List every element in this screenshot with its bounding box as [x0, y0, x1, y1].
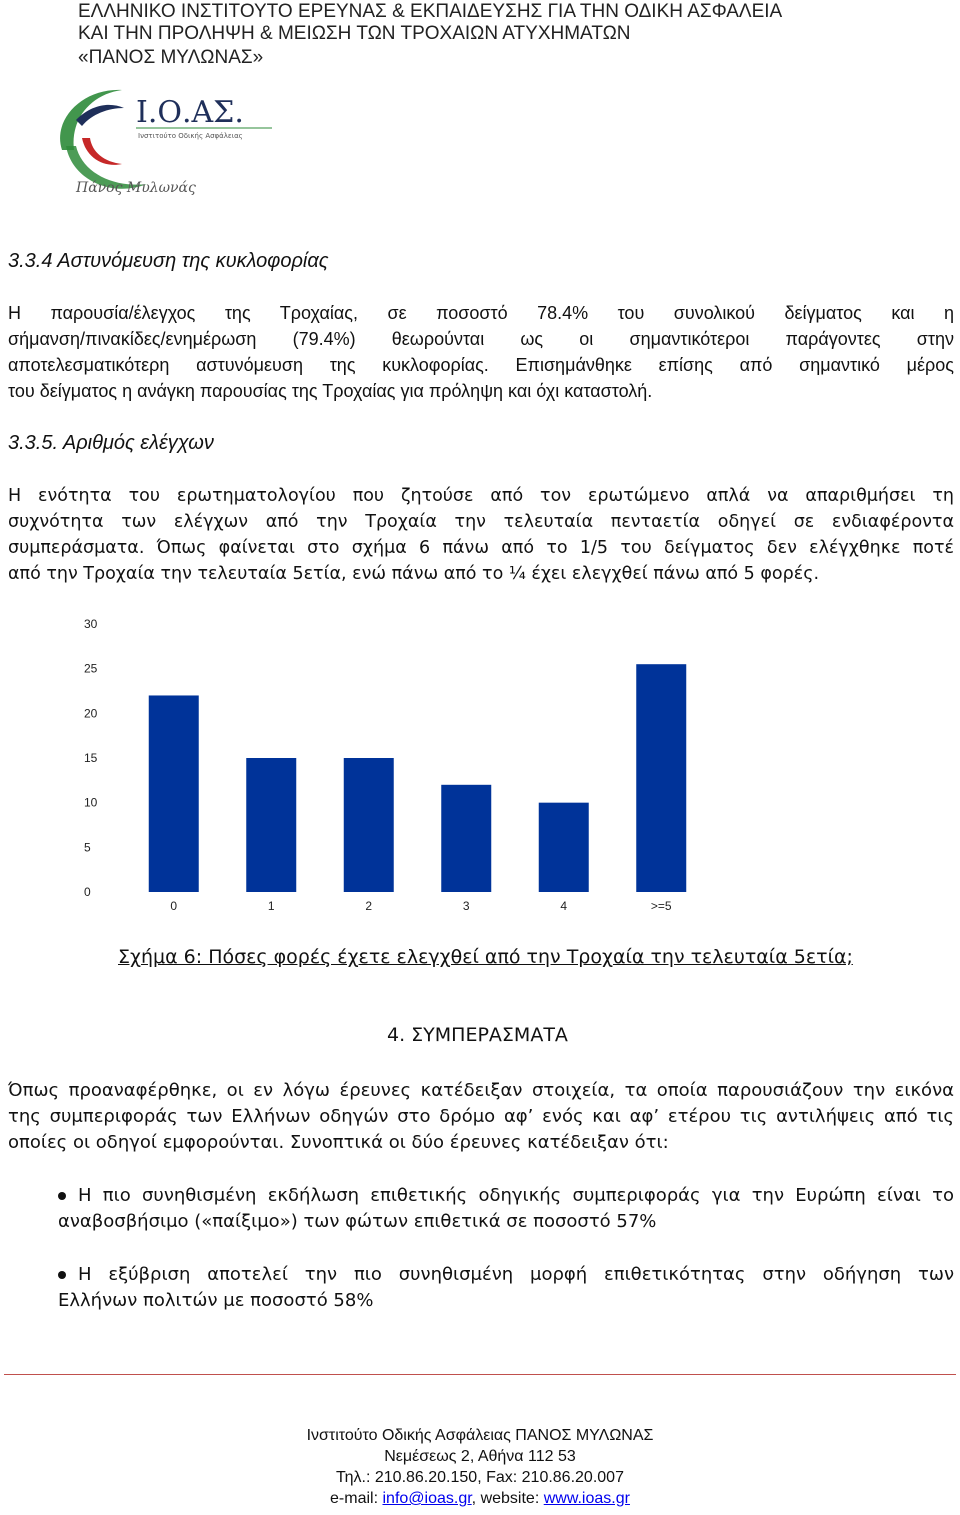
bullet-dot-icon: [58, 1192, 66, 1200]
x-tick-label: 2: [365, 899, 373, 913]
paragraph-line: Η ενότητα του ερωτηματολογίου που ζητούσε από τον ερωτώμενο απλά να απαριθμήσει τη: [8, 486, 954, 506]
ioas-logo: [52, 80, 282, 210]
y-tick-label: 15: [84, 751, 98, 765]
footer-website-label: , website:: [471, 1490, 544, 1507]
logo-title: Ι.Ο.ΑΣ.: [136, 95, 244, 130]
letterhead-line-2: ΚΑΙ ΤΗΝ ΠΡΟΛΗΨΗ & ΜΕΙΩΣΗ ΤΩΝ ΤΡΟΧΑΙΩΝ ΑΤΥΧΗΜΑΤΩΝ: [78, 23, 631, 44]
footer-email-label: e-mail:: [330, 1490, 383, 1507]
footer-address: Νεμέσεως 2, Αθήνα 112 53: [384, 1448, 576, 1465]
paragraph-line: συχνότητα των ελέγχων από την Τροχαία την τελευταία πενταετία οδηγεί σε ενδιαφέροντα: [8, 512, 954, 532]
footer-divider: [4, 1374, 956, 1375]
logo-graphic: [52, 80, 282, 210]
paragraph-line: του δείγματος η ανάγκη παρουσίας της Τροχαίας για πρόληψη και όχι καταστολή.: [8, 381, 653, 401]
bar-chart-svg: [80, 612, 720, 922]
x-tick-label: 4: [560, 899, 568, 913]
paragraph-line: της συμπεριφοράς των Ελλήνων οδηγών στο δρόμο αφ’ ενός και αφ’ ετέρου τις αντιλήψεις από τις: [8, 1106, 954, 1127]
bullet-line: αναβοσβήσιμο («παίξιμο») των φώτων επιθετικά σε ποσοστό 57%: [58, 1211, 657, 1232]
footer-phone-fax: Τηλ.: 210.86.20.150, Fax: 210.86.20.007: [336, 1469, 624, 1486]
website-link[interactable]: www.ioas.gr: [543, 1490, 630, 1507]
email-link[interactable]: info@ioas.gr: [382, 1490, 472, 1507]
footer-organization: Ινστιτούτο Οδικής Ασφάλειας ΠΑΝΟΣ ΜΥΛΩΝΑΣ: [306, 1427, 654, 1444]
x-tick-label: >=5: [650, 899, 672, 913]
letterhead-line-1: ΕΛΛΗΝΙΚΟ ΙΝΣΤΙΤΟΥΤΟ ΕΡΕΥΝΑΣ & ΕΚΠΑΙΔΕΥΣΗΣ ΓΙΑ ΤΗΝ ΟΔΙΚΗ ΑΣΦΑΛΕΙΑ: [78, 1, 783, 22]
conclusions-heading: 4. ΣΥΜΠΕΡΑΣΜΑΤΑ: [387, 1024, 568, 1046]
paragraph-line: Όπως προαναφέρθηκε, οι εν λόγω έρευνες κατέδειξαν στοιχεία, τα οποία παρουσιάζουν την εικόνα: [8, 1080, 954, 1101]
section-334-heading: 3.3.4 Αστυνόμευση της κυκλοφορίας: [8, 250, 329, 272]
bar: [441, 785, 491, 892]
figure-caption: Σχήμα 6: Πόσες φορές έχετε ελεγχθεί από την Τροχαία την τελευταία 5ετία;: [118, 946, 853, 968]
footer-contact: [0, 1488, 960, 1509]
section-334-paragraph: [8, 300, 954, 404]
paragraph-line: Η παρουσία/έλεγχος της Τροχαίας, σε ποσοστό 78.4% του συνολικού δείγματος και η: [8, 303, 954, 323]
bar: [344, 758, 394, 892]
logo-signature: Πάνος Μυλωνάς: [76, 180, 196, 196]
section-335-heading: 3.3.5. Αριθμός ελέγχων: [8, 432, 214, 454]
bar: [149, 695, 199, 892]
bullet-line: Ελλήνων πολιτών με ποσοστό 58%: [58, 1290, 374, 1311]
y-tick-label: 0: [84, 885, 91, 899]
section-335-paragraph: [8, 483, 954, 587]
y-tick-label: 25: [84, 661, 98, 676]
bullet-dot-icon: [58, 1271, 66, 1279]
paragraph-line: οποίες οι οδηγοί εμφορούνται. Συνοπτικά οι δύο έρευνες κατέδειξαν ότι:: [8, 1132, 669, 1153]
paragraph-line: σήμανση/πινακίδες/ενημέρωση (79.4%) θεωρούνται ως οι σημαντικότεροι παράγοντες στην: [8, 329, 954, 349]
bullet-line: Η εξύβριση αποτελεί την πιο συνηθισμένη μορφή επιθετικότητας στην οδήγηση των: [78, 1264, 954, 1285]
bar: [246, 758, 296, 892]
bar-chart: [80, 612, 720, 922]
y-tick-label: 20: [84, 706, 98, 721]
conclusions-intro: [8, 1078, 954, 1156]
y-tick-label: 5: [84, 840, 91, 855]
letterhead-line-3: «ΠΑΝΟΣ ΜΥΛΩΝΑΣ»: [78, 47, 264, 68]
footer: [0, 1425, 960, 1509]
paragraph-line: συμπεράσματα. Όπως φαίνεται στο σχήμα 6 πάνω από το 1/5 του δείγματος δεν ελέγχθηκε ποτέ: [8, 538, 954, 558]
bar: [539, 803, 589, 892]
logo-subtitle: Ινστιτούτο Οδικής Ασφάλειας: [138, 132, 243, 140]
paragraph-line: αποτελεσματικότερη αστυνόμευση της κυκλοφορίας. Επισημάνθηκε επίσης από σημαντικό μέρος: [8, 355, 954, 375]
x-tick-label: 1: [267, 899, 275, 913]
x-tick-label: 0: [170, 899, 178, 913]
paragraph-line: από την Τροχαία την τελευταία 5ετία, ενώ πάνω από το ¼ έχει ελεγχθεί πάνω από 5 φορές.: [8, 564, 820, 584]
y-tick-label: 30: [84, 617, 98, 631]
x-tick-label: 3: [462, 899, 470, 913]
bar: [636, 664, 686, 892]
y-tick-label: 10: [84, 795, 98, 810]
bullet-line: Η πιο συνηθισμένη εκδήλωση επιθετικής οδηγικής συμπεριφοράς για την Ευρώπη είναι το: [78, 1185, 954, 1206]
